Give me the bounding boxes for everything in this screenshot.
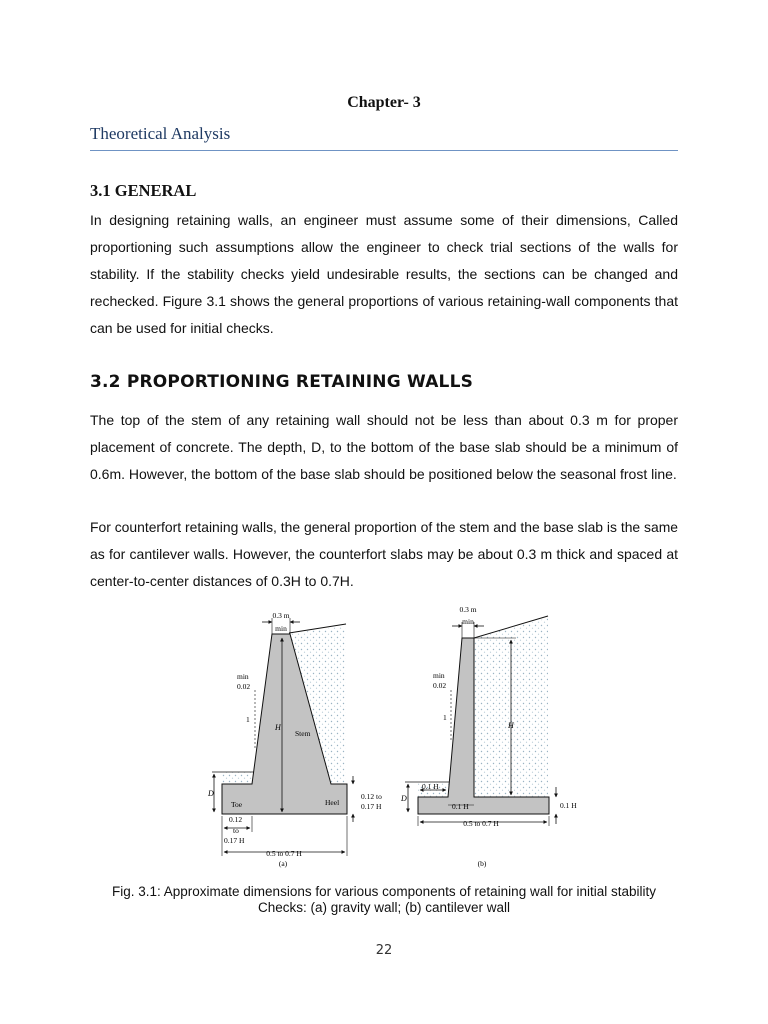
chapter-heading: Chapter- 3 — [347, 94, 421, 111]
figure-a-label: (a) — [278, 859, 288, 868]
page-number: 22 — [375, 943, 393, 958]
cantilever-wall-diagram — [400, 605, 577, 868]
slab-thickness-label-2: 0.17 H — [361, 802, 382, 811]
paragraph-general — [90, 207, 678, 342]
caption-line: Fig. 3.1: Approximate dimensions for various components of retaining wall for initial stability — [111, 884, 656, 899]
base-length-label: 0.5 to 0.7 H — [266, 849, 302, 858]
paragraph-line: can be used for initial checks. — [90, 320, 274, 336]
batter-one-label: 1 — [246, 715, 250, 724]
retaining-wall-figure — [0, 600, 768, 875]
batter-min-label: min — [433, 671, 445, 680]
heading-3-1: 3.1 GENERAL — [90, 181, 197, 200]
batter-value-label: 0.02 — [433, 681, 447, 690]
paragraph-line: For counterfort retaining walls, the general proportion of the stem and the base slab is the same — [90, 519, 678, 535]
paragraph-line: placement of concrete. The depth, D, to the bottom of the base slab should be a minimum of — [90, 439, 678, 455]
paragraph-line: rechecked. Figure 3.1 shows the general proportions of various retaining-wall components that — [90, 293, 678, 309]
top-min-label: min — [275, 624, 287, 633]
batter-one-label: 1 — [443, 713, 447, 722]
depth-label: D — [208, 789, 214, 798]
height-label: H — [508, 721, 514, 730]
toe-bottom-label: 0.1 H — [452, 802, 469, 811]
toe-length-label-1: 0.12 — [229, 815, 243, 824]
base-length-label: 0.5 to 0.7 H — [463, 819, 499, 828]
slab-thickness-label: 0.1 H — [560, 801, 577, 810]
heading-3-2: 3.2 PROPORTIONING RETAINING WALLS — [90, 372, 474, 392]
paragraph-line: as for cantilever walls. However, the counterfort slabs may be about 0.3 m thick and spaced at — [90, 546, 678, 562]
paragraph-line: stability. If the stability checks yield undesirable results, the sections can be changed and — [90, 266, 678, 282]
toe-label: Toe — [231, 800, 243, 809]
top-min-label: min — [462, 617, 474, 626]
paragraph-line: The top of the stem of any retaining wall should not be less than about 0.3 m for proper — [90, 412, 678, 428]
paragraph-counterfort — [90, 514, 678, 595]
paragraph-top-of-stem — [90, 407, 678, 488]
batter-min-label: min — [237, 672, 249, 681]
height-label: H — [275, 723, 281, 732]
toe-length-label-2: to — [233, 826, 239, 835]
paragraph-line: proportioning such assumptions allow the engineer to check trial sections of the walls for — [90, 239, 678, 255]
batter-value-label: 0.02 — [237, 682, 251, 691]
top-width-label: 0.3 m — [272, 611, 290, 620]
caption-line: Checks: (a) gravity wall; (b) cantilever wall — [257, 900, 511, 915]
toe-length-label-3: 0.17 H — [224, 836, 245, 845]
top-width-label: 0.3 m — [459, 605, 477, 614]
depth-label: D — [401, 794, 407, 803]
stem-label: Stem — [295, 729, 311, 738]
slab-thickness-label-1: 0.12 to — [361, 792, 382, 801]
paragraph-line: center-to-center distances of 0.3H to 0.7H. — [90, 573, 354, 589]
figure-b-label: (b) — [477, 859, 487, 868]
toe-top-label: 0.1 H — [422, 782, 439, 791]
gravity-wall-diagram — [207, 611, 382, 868]
section-rule — [90, 150, 678, 151]
figure-caption — [80, 884, 688, 916]
section-title: Theoretical Analysis — [90, 124, 231, 143]
paragraph-line: 0.6m. However, the bottom of the base slab should be positioned below the seasonal frost line. — [90, 466, 677, 482]
heel-label: Heel — [325, 798, 340, 807]
paragraph-line: In designing retaining walls, an engineer must assume some of their dimensions, Called — [90, 212, 678, 228]
